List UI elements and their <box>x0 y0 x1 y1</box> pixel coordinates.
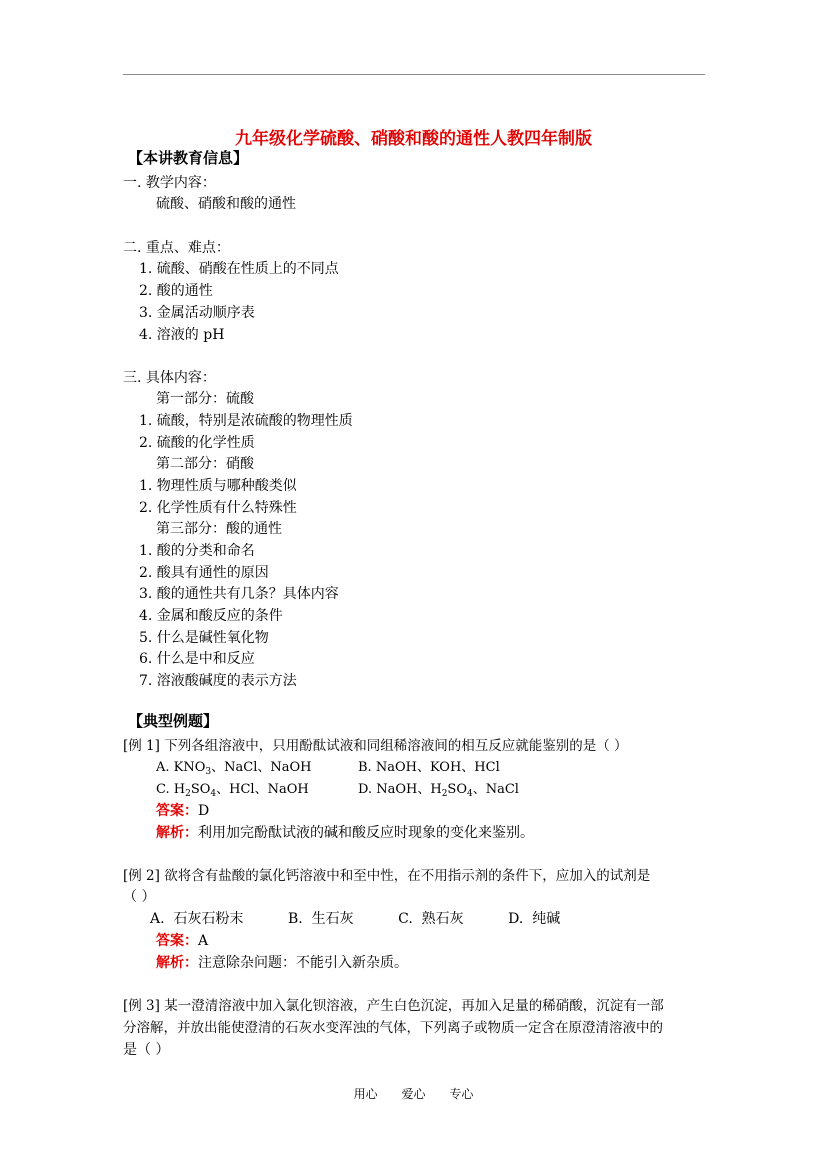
ex1-analysis: 解析：利用加完酚酞试液的碱和酸反应时现象的变化来鉴别。 <box>156 825 534 841</box>
ex1-option-a: A. $KNO_3$、NaCl、NaOH <box>156 760 312 777</box>
ex3-question-line1: [例 3] 某一澄清溶液中加入氯化钡溶液，产生白色沉淀，再加入足量的稀硝酸，沉淀有一部 <box>123 998 664 1014</box>
list-item: 1. 硫酸、硝酸在性质上的不同点 <box>139 261 339 277</box>
ex1-option-b: B. NaOH、KOH、HCl <box>358 760 500 775</box>
list-item: 1. 酸的分类和命名 <box>139 543 255 559</box>
list-item: 2. 酸具有通性的原因 <box>139 565 269 581</box>
list-item: 2. 化学性质有什么特殊性 <box>139 500 297 516</box>
ex2-question-line2: （ ） <box>123 889 156 905</box>
list-item: 7. 溶液酸碱度的表示方法 <box>139 673 297 689</box>
list-item: 5. 什么是碱性氧化物 <box>139 630 269 646</box>
ex1-option-d: D. NaOH、$H_2SO_4$、NaCl <box>358 782 519 799</box>
part-title: 第二部分：硝酸 <box>156 456 254 472</box>
s1-content: 硫酸、硝酸和酸的通性 <box>156 196 296 212</box>
s3-label: 三. 具体内容： <box>123 370 216 386</box>
page-title: 九年级化学硫酸、硝酸和酸的通性人教四年制版 <box>235 129 592 149</box>
section-heading-examples: 【典型例题】 <box>128 712 219 730</box>
footer-word: 爱心 <box>401 1087 426 1101</box>
list-item: 3. 酸的通性共有几条？具体内容 <box>139 586 339 602</box>
list-item: 2. 酸的通性 <box>139 283 213 299</box>
ex1-option-c: C. $H_2SO_4$、HCl、NaOH <box>156 782 309 799</box>
list-item: 1. 硫酸，特别是浓硫酸的物理性质 <box>139 413 353 429</box>
list-item: 4. 金属和酸反应的条件 <box>139 608 283 624</box>
ex2-options: A. 石灰石粉末 B. 生石灰 C. 熟石灰 D. 纯碱 <box>150 911 561 927</box>
section-heading-info: 【本讲教育信息】 <box>128 149 249 167</box>
ex2-answer: 答案：A <box>156 933 209 949</box>
part-title: 第一部分：硫酸 <box>156 391 254 407</box>
ex2-question-line1: [例 2] 欲将含有盐酸的氯化钙溶液中和至中性，在不用指示剂的条件下，应加入的试剂是 <box>123 868 651 884</box>
part-title: 第三部分：酸的通性 <box>156 521 282 537</box>
ex1-answer: 答案：D <box>156 803 210 819</box>
header-rule <box>123 74 705 75</box>
page-footer <box>0 1085 827 1102</box>
ex3-question-line2: 分溶解，并放出能使澄清的石灰水变浑浊的气体，下列离子或物质一定含在原澄清溶液中的 <box>123 1020 663 1036</box>
ex1-question: [例 1] 下列各组溶液中，只用酚酞试液和同组稀溶液间的相互反应就能鉴别的是（ ） <box>123 738 628 754</box>
list-item: 1. 物理性质与哪种酸类似 <box>139 478 297 494</box>
footer-word: 专心 <box>449 1087 474 1101</box>
s1-label: 一. 教学内容： <box>123 175 216 191</box>
list-item: 4. 溶液的 pH <box>139 327 225 343</box>
s2-label: 二. 重点、难点： <box>123 240 230 256</box>
ex2-analysis: 解析：注意除杂问题：不能引入新杂质。 <box>156 955 408 971</box>
list-item: 6. 什么是中和反应 <box>139 651 255 667</box>
list-item: 3. 金属活动顺序表 <box>139 305 255 321</box>
footer-word: 用心 <box>353 1087 378 1101</box>
ex3-question-line3: 是（ ） <box>123 1042 170 1058</box>
list-item: 2. 硫酸的化学性质 <box>139 435 255 451</box>
